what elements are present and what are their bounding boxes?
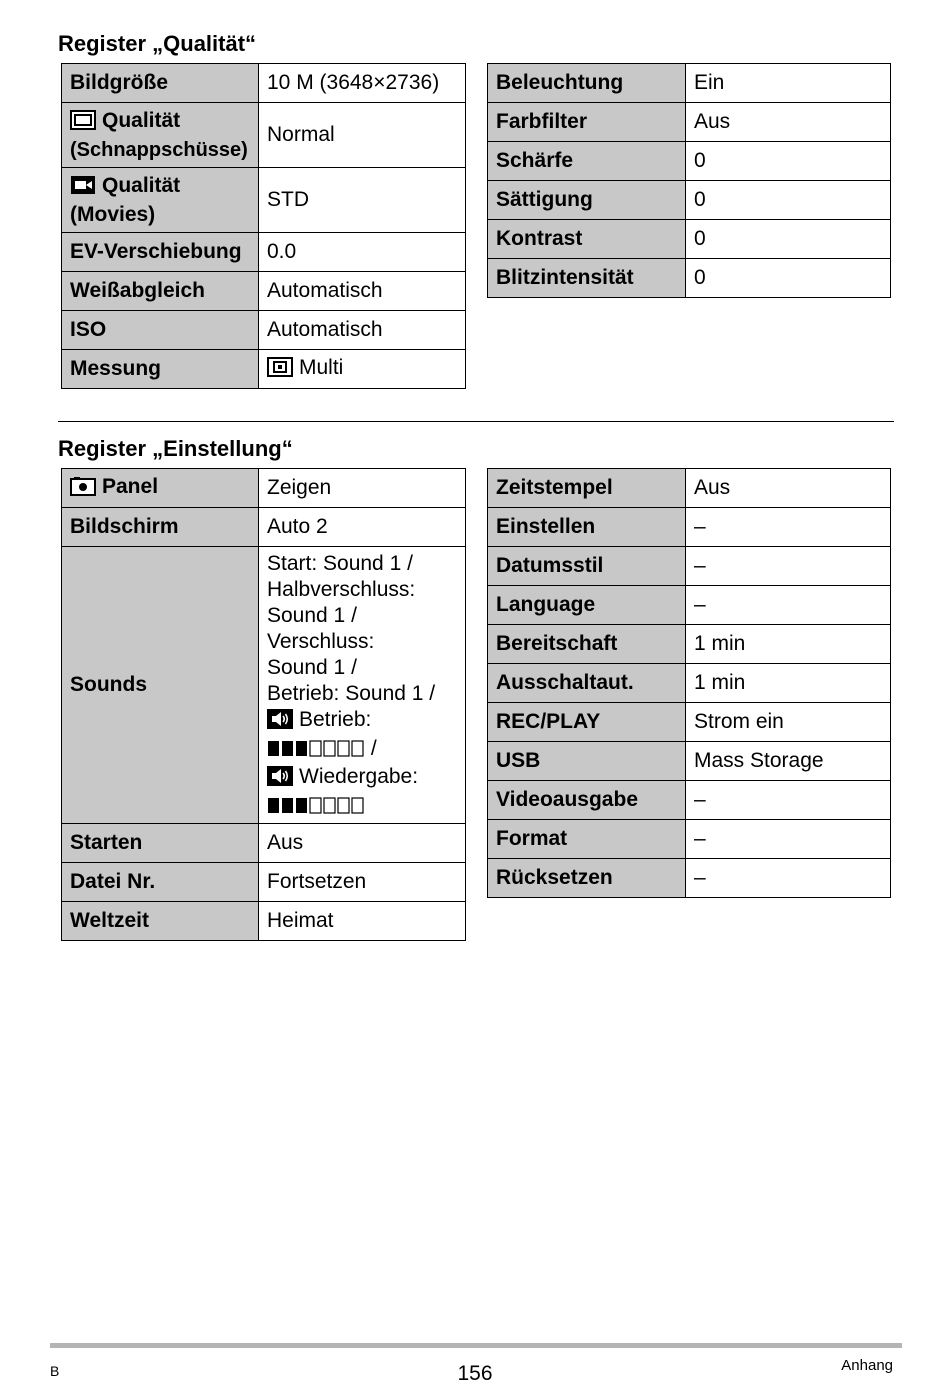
volume-step-empty (338, 741, 349, 756)
row-key: ISO (62, 311, 259, 350)
table-row (62, 311, 466, 350)
row-key: Zeitstempel (488, 469, 686, 508)
table-row (488, 181, 891, 220)
table-row (62, 902, 466, 941)
table-row (62, 103, 466, 168)
volume-step-empty (338, 798, 349, 813)
row-key: Weißabgleich (62, 272, 259, 311)
row-value: 0 (686, 181, 891, 220)
row-key: Rücksetzen (488, 859, 686, 898)
settings-table-right (487, 468, 891, 898)
footer-chapter: Anhang (841, 1357, 893, 1374)
sounds-line: Betrieb: Sound 1 / (267, 682, 436, 705)
row-key: Blitzintensität (488, 259, 686, 298)
sounds-line: Start: Sound 1 / (267, 552, 413, 575)
row-key (62, 469, 259, 508)
table-row (62, 824, 466, 863)
row-key (62, 168, 259, 233)
row-key: Sounds (62, 547, 259, 824)
volume-step-filled (296, 798, 307, 813)
row-value: 0 (686, 142, 891, 181)
row-value: Zeigen (259, 469, 466, 508)
row-value: – (686, 859, 891, 898)
row-key: Schärfe (488, 142, 686, 181)
table-row (488, 103, 891, 142)
table-row (488, 820, 891, 859)
table-row (488, 508, 891, 547)
row-value (259, 350, 466, 389)
row-key: Einstellen (488, 508, 686, 547)
volume-step-empty (352, 798, 363, 813)
row-key: Farbfilter (488, 103, 686, 142)
speaker-icon (267, 766, 293, 793)
table-row (488, 781, 891, 820)
volume-bar (267, 738, 365, 764)
table-row (488, 142, 891, 181)
volume-step-empty (352, 741, 363, 756)
row-value: Aus (686, 469, 891, 508)
row-value: Automatisch (259, 311, 466, 350)
row-value: Heimat (259, 902, 466, 941)
quality-table-left (61, 63, 466, 389)
row-key: USB (488, 742, 686, 781)
table-row (488, 220, 891, 259)
footer-bar (50, 1343, 902, 1348)
sounds-value (259, 547, 466, 824)
row-value: Ein (686, 64, 891, 103)
row-key: Bildgröße (62, 64, 259, 103)
sounds-separator: / (370, 737, 377, 760)
row-key-text: Panel (102, 474, 159, 498)
row-key: Datei Nr. (62, 863, 259, 902)
table-row (488, 547, 891, 586)
volume-step-filled (268, 798, 279, 813)
table-row (62, 547, 466, 824)
table-row (62, 168, 466, 233)
speaker-icon (267, 709, 293, 736)
row-value: – (686, 781, 891, 820)
row-value: Automatisch (259, 272, 466, 311)
row-value: – (686, 508, 891, 547)
movie-icon (70, 175, 96, 202)
volume-step-filled (268, 741, 279, 756)
row-key: Messung (62, 350, 259, 389)
row-key-line1: Qualität (102, 173, 181, 197)
settings-table-left (61, 468, 466, 941)
table-row (488, 469, 891, 508)
table-row (488, 259, 891, 298)
row-value: 1 min (686, 664, 891, 703)
snapshot-icon (70, 110, 96, 137)
row-key: Language (488, 586, 686, 625)
row-value: 0.0 (259, 233, 466, 272)
footer-left-label: B (50, 1363, 60, 1379)
table-row (488, 859, 891, 898)
row-value: – (686, 547, 891, 586)
row-key: REC/PLAY (488, 703, 686, 742)
row-key-line2: (Schnappschüsse) (70, 138, 248, 161)
row-key: Starten (62, 824, 259, 863)
table-row (62, 272, 466, 311)
section-title-qualitaet: Register „Qualität“ (58, 31, 257, 56)
row-key: Weltzeit (62, 902, 259, 941)
table-row (62, 233, 466, 272)
row-value-text: Multi (299, 355, 344, 379)
section-divider (58, 421, 894, 422)
sounds-playback-label: Wiedergabe: (299, 765, 419, 788)
volume-step-filled (282, 798, 293, 813)
row-key: Format (488, 820, 686, 859)
row-key: Videoausgabe (488, 781, 686, 820)
row-value: Fortsetzen (259, 863, 466, 902)
row-value: Aus (259, 824, 466, 863)
row-key: Kontrast (488, 220, 686, 259)
row-value: Normal (259, 103, 466, 168)
table-row (488, 586, 891, 625)
row-key: Bildschirm (62, 508, 259, 547)
row-key: Datumsstil (488, 547, 686, 586)
table-row (62, 508, 466, 547)
volume-step-empty (310, 741, 321, 756)
page-number: 156 (457, 1362, 493, 1385)
section-title-einstellung: Register „Einstellung“ (58, 436, 293, 461)
row-key-line1: Qualität (102, 108, 181, 132)
row-value: 1 min (686, 625, 891, 664)
sounds-line: Sound 1 / (267, 604, 357, 627)
table-row (488, 703, 891, 742)
volume-step-filled (282, 741, 293, 756)
volume-step-empty (324, 741, 335, 756)
volume-step-empty (310, 798, 321, 813)
sounds-line: Verschluss: (267, 630, 375, 653)
table-row (62, 64, 466, 103)
row-key: Beleuchtung (488, 64, 686, 103)
row-key: Ausschaltaut. (488, 664, 686, 703)
camera-icon (70, 476, 96, 503)
volume-step-filled (296, 741, 307, 756)
multi-metering-icon (267, 357, 293, 384)
sounds-operation-label: Betrieb: (299, 708, 372, 731)
row-value: Strom ein (686, 703, 891, 742)
row-key: EV-Verschiebung (62, 233, 259, 272)
row-key: Sättigung (488, 181, 686, 220)
quality-table-right (487, 63, 891, 298)
table-row (62, 350, 466, 389)
row-key (62, 103, 259, 168)
row-key: Bereitschaft (488, 625, 686, 664)
table-row (62, 863, 466, 902)
table-row (488, 742, 891, 781)
sounds-line: Halbverschluss: (267, 578, 416, 601)
row-value: 10 M (3648×2736) (259, 64, 466, 103)
table-row (488, 625, 891, 664)
table-row (62, 469, 466, 508)
row-value: 0 (686, 220, 891, 259)
row-value: 0 (686, 259, 891, 298)
sounds-line: Sound 1 / (267, 656, 357, 679)
row-key-line2: (Movies) (70, 202, 156, 226)
table-row (488, 664, 891, 703)
row-value: Aus (686, 103, 891, 142)
row-value: – (686, 820, 891, 859)
table-row (488, 64, 891, 103)
volume-bar (267, 795, 365, 821)
volume-step-empty (324, 798, 335, 813)
row-value: STD (259, 168, 466, 233)
row-value: – (686, 586, 891, 625)
row-value: Auto 2 (259, 508, 466, 547)
row-value: Mass Storage (686, 742, 891, 781)
